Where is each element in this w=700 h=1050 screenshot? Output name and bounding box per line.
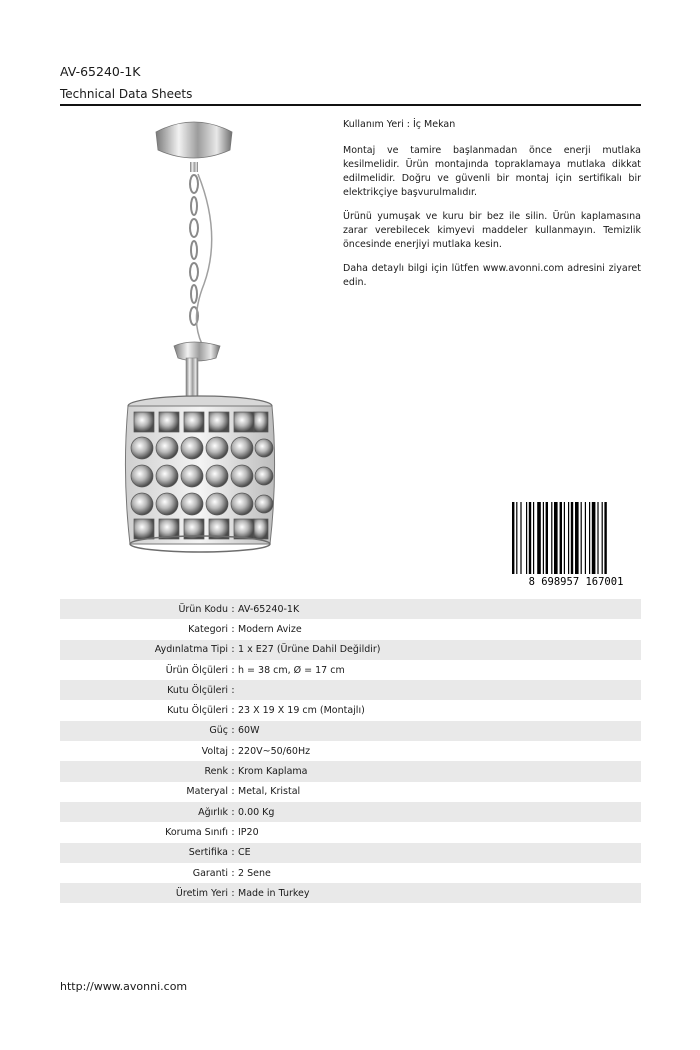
spec-separator: :	[231, 725, 235, 737]
spec-key: Ağırlık	[198, 806, 228, 818]
spec-value: h = 38 cm, Ø = 17 cm	[238, 664, 345, 676]
barcode	[510, 502, 642, 588]
spec-key: Sertifika	[188, 847, 228, 859]
spec-table	[60, 599, 641, 903]
spec-separator: :	[231, 705, 235, 717]
barcode-bar	[554, 502, 558, 576]
header-divider	[60, 104, 641, 106]
footer-url[interactable]: http://www.avonni.com	[60, 980, 188, 993]
spec-key: Aydınlatma Tipi	[154, 644, 228, 656]
barcode-bar	[597, 502, 598, 576]
barcode-bar	[564, 502, 565, 576]
spec-separator: :	[231, 623, 235, 635]
spec-value: Made in Turkey	[238, 887, 310, 899]
document-subtitle: Technical Data Sheets	[60, 87, 193, 101]
barcode-bar	[529, 502, 531, 576]
spec-separator: :	[231, 826, 235, 838]
spec-separator: :	[231, 664, 235, 676]
barcode-bar	[568, 502, 569, 576]
barcode-bar	[589, 502, 590, 576]
barcode-bar	[581, 502, 582, 576]
spec-row	[60, 863, 641, 883]
spec-row	[60, 619, 641, 639]
usage-location: Kullanım Yeri : İç Mekan	[343, 119, 456, 130]
spec-row	[60, 782, 641, 802]
spec-key: Garanti	[192, 867, 228, 879]
cleaning-instructions: Ürünü yumuşak ve kuru bir bez ile silin. Ürün kaplamasına zarar verebilecek kimyevi maddeler kullanmayın. Temizlik öncesinde enerjiyi mutlaka kesin.	[343, 211, 641, 250]
spec-separator: :	[231, 603, 235, 615]
spec-key: Ürün Ölçüleri	[165, 664, 228, 676]
spec-separator: :	[231, 766, 235, 778]
barcode-bar	[520, 502, 521, 576]
spec-row	[60, 660, 641, 680]
product-info	[343, 118, 641, 300]
spec-value: AV-65240-1K	[238, 603, 300, 615]
spec-key: Materyal	[186, 786, 228, 798]
spec-row	[60, 802, 641, 822]
spec-key: Koruma Sınıfı	[165, 826, 228, 838]
spec-row	[60, 822, 641, 842]
barcode-bar	[516, 502, 517, 576]
barcode-bar	[537, 502, 541, 576]
more-info-note: Daha detaylı bilgi için lütfen www.avonni.com adresini ziyaret edin.	[343, 263, 641, 288]
barcode-bar	[604, 502, 606, 576]
barcode-bar	[526, 502, 527, 576]
spec-value: IP20	[238, 826, 259, 838]
spec-separator: :	[231, 684, 235, 696]
spec-row	[60, 599, 641, 619]
spec-separator: :	[231, 887, 235, 899]
spec-key: Kategori	[188, 623, 228, 635]
barcode-bar	[533, 502, 534, 576]
spec-value: 60W	[238, 725, 260, 737]
spec-row	[60, 843, 641, 863]
spec-row	[60, 680, 641, 700]
spec-key: Üretim Yeri	[175, 887, 228, 899]
barcode-bar	[546, 502, 548, 576]
barcode-bar	[602, 502, 603, 576]
spec-key: Kutu Ölçüleri	[167, 705, 228, 717]
spec-row	[60, 700, 641, 720]
spec-separator: :	[231, 806, 235, 818]
barcode-bar	[571, 502, 573, 576]
spec-row	[60, 741, 641, 761]
spec-value: 1 x E27 (Ürüne Dahil Değildir)	[238, 644, 381, 656]
spec-key: Voltaj	[201, 745, 228, 757]
barcode-bar	[512, 502, 514, 576]
spec-row	[60, 640, 641, 660]
product-code-title: AV-65240-1K	[60, 64, 141, 79]
spec-value: Krom Kaplama	[238, 766, 308, 778]
spec-value: 2 Sene	[238, 867, 271, 879]
barcode-bar	[575, 502, 579, 576]
spec-value: 23 X 19 X 19 cm (Montajlı)	[238, 705, 365, 717]
spec-key: Kutu Ölçüleri	[167, 684, 228, 696]
spec-separator: :	[231, 644, 235, 656]
spec-value: Metal, Kristal	[238, 786, 301, 798]
barcode-digits: 8 698957 167001	[528, 576, 624, 588]
spec-row	[60, 761, 641, 781]
spec-row	[60, 883, 641, 903]
barcode-bar	[592, 502, 596, 576]
barcode-bar	[551, 502, 552, 576]
barcode-bar	[543, 502, 544, 576]
spec-value: 220V~50/60Hz	[238, 745, 311, 757]
product-image	[62, 114, 338, 564]
spec-separator: :	[231, 847, 235, 859]
barcode-bar	[560, 502, 562, 576]
spec-value: CE	[238, 847, 251, 859]
spec-row	[60, 721, 641, 741]
safety-instructions: Montaj ve tamire başlanmadan önce enerji mutlaka kesilmelidir. Ürün montajında topraklamaya mutlaka dikkat edilmelidir. Doğru ve güvenli bir montaj için sertifikalı bir elektrikçiye başvurulmalıdır.	[343, 145, 641, 198]
spec-separator: :	[231, 786, 235, 798]
barcode-bar	[585, 502, 586, 576]
spec-separator: :	[231, 867, 235, 879]
spec-value: Modern Avize	[238, 623, 302, 635]
spec-separator: :	[231, 745, 235, 757]
spec-key: Renk	[204, 766, 228, 778]
spec-key: Ürün Kodu	[178, 603, 228, 615]
spec-key: Güç	[209, 725, 228, 737]
spec-value: 0.00 Kg	[238, 806, 275, 818]
